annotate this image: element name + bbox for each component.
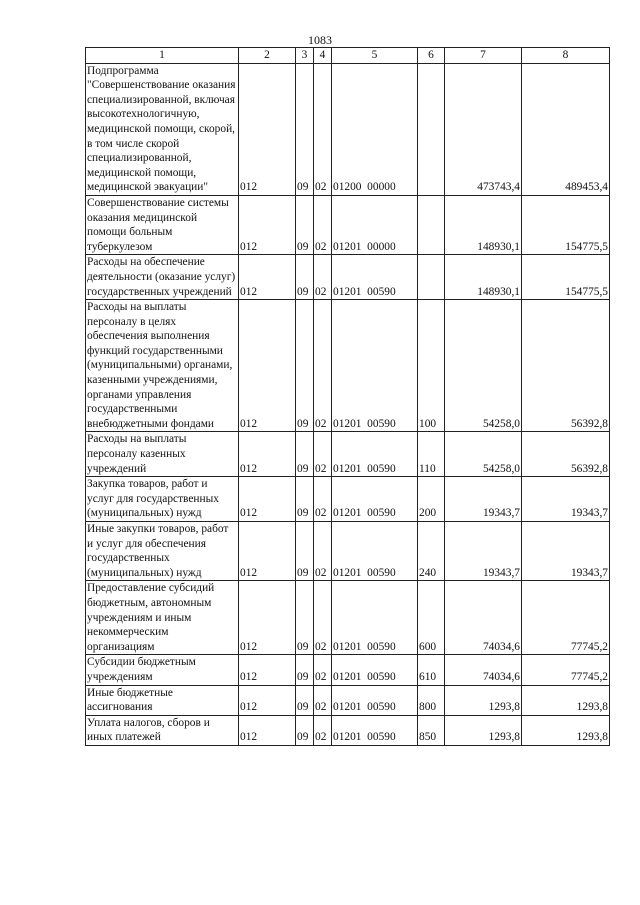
code-target: 01201 00000 bbox=[332, 195, 418, 254]
amount-year-1: 54258,0 bbox=[445, 300, 522, 432]
code-target: 01201 00590 bbox=[332, 255, 418, 300]
code-ministry: 012 bbox=[239, 477, 296, 522]
code-subsection: 02 bbox=[314, 432, 332, 477]
code-target: 01200 00000 bbox=[332, 63, 418, 195]
code-subsection: 02 bbox=[314, 63, 332, 195]
amount-year-2: 1293,8 bbox=[522, 685, 610, 715]
amount-year-1: 148930,1 bbox=[445, 195, 522, 254]
code-ministry: 012 bbox=[239, 685, 296, 715]
code-target: 01201 00590 bbox=[332, 685, 418, 715]
code-section: 09 bbox=[296, 432, 314, 477]
code-expense-type: 110 bbox=[418, 432, 445, 477]
amount-year-2: 154775,5 bbox=[522, 255, 610, 300]
item-name: Расходы на обеспечение деятельности (оказание услуг) государственных учреждений bbox=[86, 255, 239, 300]
code-ministry: 012 bbox=[239, 655, 296, 685]
code-ministry: 012 bbox=[239, 195, 296, 254]
table-row bbox=[86, 63, 610, 195]
code-subsection: 02 bbox=[314, 195, 332, 254]
code-subsection: 02 bbox=[314, 300, 332, 432]
code-section: 09 bbox=[296, 255, 314, 300]
code-target: 01201 00590 bbox=[332, 522, 418, 581]
code-expense-type: 800 bbox=[418, 685, 445, 715]
code-subsection: 02 bbox=[314, 255, 332, 300]
item-name: Предоставление субсидий бюджетным, автономным учреждениям и иным некоммерческим организациям bbox=[86, 581, 239, 655]
code-target: 01201 00590 bbox=[332, 715, 418, 745]
code-section: 09 bbox=[296, 63, 314, 195]
code-expense-type: 100 bbox=[418, 300, 445, 432]
budget-table bbox=[85, 47, 610, 746]
code-ministry: 012 bbox=[239, 300, 296, 432]
amount-year-2: 56392,8 bbox=[522, 432, 610, 477]
amount-year-2: 19343,7 bbox=[522, 477, 610, 522]
code-target: 01201 00590 bbox=[332, 300, 418, 432]
amount-year-1: 1293,8 bbox=[445, 685, 522, 715]
amount-year-2: 77745,2 bbox=[522, 581, 610, 655]
code-subsection: 02 bbox=[314, 715, 332, 745]
code-target: 01201 00590 bbox=[332, 581, 418, 655]
header-col-8: 8 bbox=[522, 48, 610, 64]
item-name: Расходы на выплаты персоналу казенных учреждений bbox=[86, 432, 239, 477]
code-expense-type bbox=[418, 63, 445, 195]
header-col-1: 1 bbox=[86, 48, 239, 64]
code-expense-type: 850 bbox=[418, 715, 445, 745]
amount-year-1: 54258,0 bbox=[445, 432, 522, 477]
table-row bbox=[86, 715, 610, 745]
header-col-3: 3 bbox=[296, 48, 314, 64]
amount-year-2: 489453,4 bbox=[522, 63, 610, 195]
amount-year-2: 56392,8 bbox=[522, 300, 610, 432]
item-name: Закупка товаров, работ и услуг для государственных (муниципальных) нужд bbox=[86, 477, 239, 522]
table-row bbox=[86, 685, 610, 715]
table-row bbox=[86, 581, 610, 655]
amount-year-1: 19343,7 bbox=[445, 522, 522, 581]
code-ministry: 012 bbox=[239, 63, 296, 195]
item-name: Расходы на выплаты персоналу в целях обеспечения выполнения функций государственными (муниципальными) органами, казенными учреждениями, органами управления государственными внебюджетными фондами bbox=[86, 300, 239, 432]
header-col-7: 7 bbox=[445, 48, 522, 64]
table-row bbox=[86, 655, 610, 685]
amount-year-1: 1293,8 bbox=[445, 715, 522, 745]
code-subsection: 02 bbox=[314, 477, 332, 522]
code-target: 01201 00590 bbox=[332, 432, 418, 477]
item-name: Иные закупки товаров, работ и услуг для обеспечения государственных (муниципальных) нужд bbox=[86, 522, 239, 581]
code-section: 09 bbox=[296, 477, 314, 522]
code-subsection: 02 bbox=[314, 522, 332, 581]
amount-year-1: 19343,7 bbox=[445, 477, 522, 522]
header-col-6: 6 bbox=[418, 48, 445, 64]
amount-year-2: 77745,2 bbox=[522, 655, 610, 685]
amount-year-1: 473743,4 bbox=[445, 63, 522, 195]
code-section: 09 bbox=[296, 195, 314, 254]
code-expense-type bbox=[418, 195, 445, 254]
code-expense-type: 200 bbox=[418, 477, 445, 522]
header-row bbox=[86, 48, 610, 64]
table-row bbox=[86, 300, 610, 432]
table-row bbox=[86, 195, 610, 254]
item-name: Подпрограмма "Совершенствование оказания специализированной, включая высокотехнологичную, медицинской помощи, скорой, в том числе скорой специализированной, медицинской помощи, медицинской эвакуации" bbox=[86, 63, 239, 195]
code-ministry: 012 bbox=[239, 255, 296, 300]
amount-year-1: 148930,1 bbox=[445, 255, 522, 300]
code-ministry: 012 bbox=[239, 432, 296, 477]
code-section: 09 bbox=[296, 685, 314, 715]
table-row bbox=[86, 477, 610, 522]
header-col-5: 5 bbox=[332, 48, 418, 64]
code-expense-type: 610 bbox=[418, 655, 445, 685]
code-ministry: 012 bbox=[239, 715, 296, 745]
code-section: 09 bbox=[296, 715, 314, 745]
code-subsection: 02 bbox=[314, 581, 332, 655]
item-name: Совершенствование системы оказания медицинской помощи больным туберкулезом bbox=[86, 195, 239, 254]
code-section: 09 bbox=[296, 655, 314, 685]
code-section: 09 bbox=[296, 522, 314, 581]
code-section: 09 bbox=[296, 300, 314, 432]
amount-year-1: 74034,6 bbox=[445, 655, 522, 685]
header-col-4: 4 bbox=[314, 48, 332, 64]
code-ministry: 012 bbox=[239, 522, 296, 581]
item-name: Иные бюджетные ассигнования bbox=[86, 685, 239, 715]
amount-year-2: 19343,7 bbox=[522, 522, 610, 581]
code-ministry: 012 bbox=[239, 581, 296, 655]
table-row bbox=[86, 432, 610, 477]
table-row bbox=[86, 255, 610, 300]
amount-year-2: 1293,8 bbox=[522, 715, 610, 745]
code-subsection: 02 bbox=[314, 685, 332, 715]
code-subsection: 02 bbox=[314, 655, 332, 685]
code-target: 01201 00590 bbox=[332, 655, 418, 685]
amount-year-2: 154775,5 bbox=[522, 195, 610, 254]
header-col-2: 2 bbox=[239, 48, 296, 64]
page-number: 1083 bbox=[308, 33, 332, 47]
code-expense-type: 240 bbox=[418, 522, 445, 581]
code-section: 09 bbox=[296, 581, 314, 655]
code-expense-type: 600 bbox=[418, 581, 445, 655]
amount-year-1: 74034,6 bbox=[445, 581, 522, 655]
code-target: 01201 00590 bbox=[332, 477, 418, 522]
item-name: Уплата налогов, сборов и иных платежей bbox=[86, 715, 239, 745]
item-name: Субсидии бюджетным учреждениям bbox=[86, 655, 239, 685]
table-row bbox=[86, 522, 610, 581]
code-expense-type bbox=[418, 255, 445, 300]
